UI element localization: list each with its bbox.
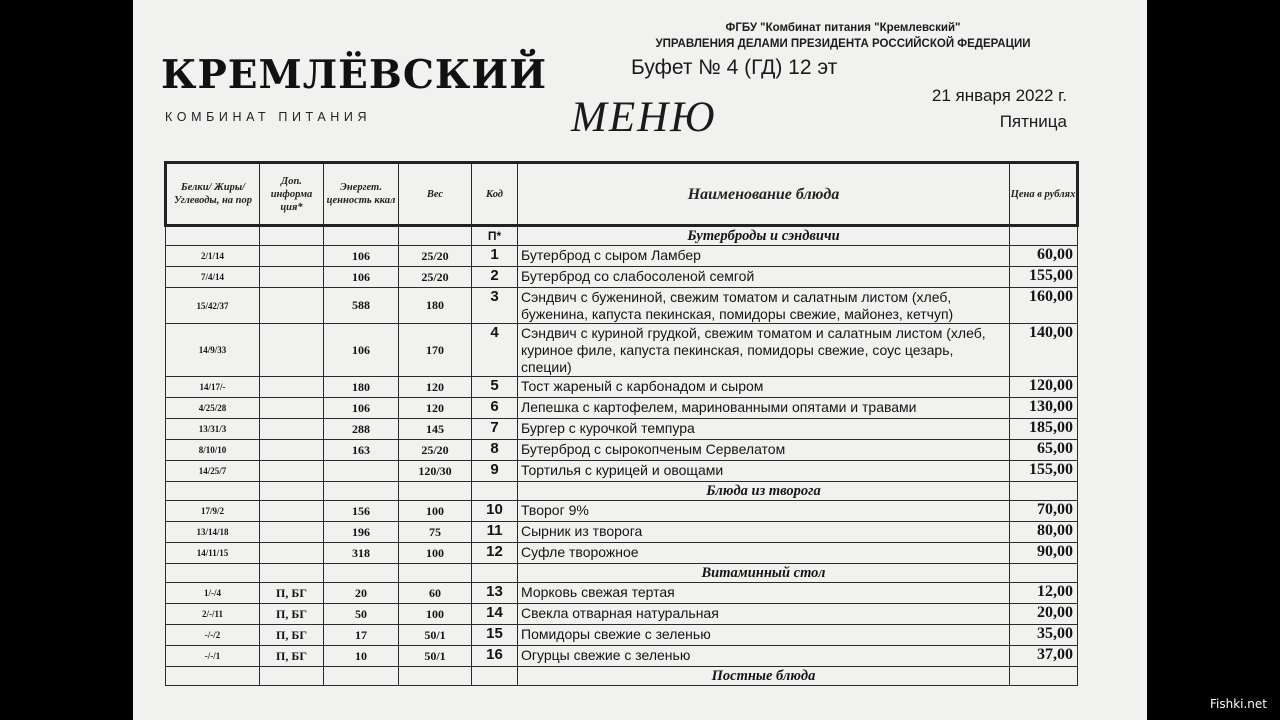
dish-code: 5 [472,377,518,398]
menu-body [166,226,1078,686]
table-row [166,324,1078,377]
extra-info [260,288,324,324]
empty-cell [324,667,399,686]
extra-info: П, БГ [260,583,324,604]
col-header-code: Код [472,163,518,226]
empty-cell [1010,482,1078,501]
dish-code: 15 [472,625,518,646]
extra-info [260,398,324,419]
dish-code: 10 [472,501,518,522]
table-row [166,398,1078,419]
empty-cell [324,564,399,583]
empty-cell [324,482,399,501]
empty-cell [260,226,324,246]
dish-name: Бутерброд со слабосоленой семгой [518,267,1010,288]
energy-value: 106 [324,267,399,288]
dish-name: Сэндвич с куриной грудкой, свежим томатом и салатным листом (хлеб, куриное филе, капуста пекинская, помидоры свежие, соус цезарь, специи) [518,324,1010,377]
energy-value: 106 [324,246,399,267]
table-row [166,377,1078,398]
col-header-bju: Белки/ Жиры/ Углеводы, на пор [166,163,260,226]
energy-value: 106 [324,324,399,377]
table-row [166,501,1078,522]
weight-value: 180 [399,288,472,324]
section-title: Бутерброды и сэндвичи [518,226,1010,246]
dish-code: 7 [472,419,518,440]
empty-cell [260,482,324,501]
empty-cell [399,564,472,583]
empty-cell [166,667,260,686]
extra-info [260,419,324,440]
extra-info [260,501,324,522]
dish-price: 60,00 [1010,246,1078,267]
empty-cell [1010,564,1078,583]
empty-cell [399,226,472,246]
extra-info [260,246,324,267]
empty-cell [166,482,260,501]
org-name: ФГБУ "Комбинат питания "Кремлевский" [725,22,961,34]
dish-name: Помидоры свежие с зеленью [518,625,1010,646]
dish-code: 3 [472,288,518,324]
table-row [166,583,1078,604]
energy-value: 180 [324,377,399,398]
energy-value: 588 [324,288,399,324]
empty-cell [399,482,472,501]
nutrition-value: -/-/2 [166,625,260,646]
dish-code: 8 [472,440,518,461]
energy-value [324,461,399,482]
table-row [166,646,1078,667]
extra-info: П, БГ [260,625,324,646]
weight-value: 100 [399,501,472,522]
dish-name: Лепешка с картофелем, маринованными опятами и травами [518,398,1010,419]
nutrition-value: 15/42/37 [166,288,260,324]
table-row [166,625,1078,646]
dish-price: 120,00 [1010,377,1078,398]
weight-value: 50/1 [399,625,472,646]
energy-value: 17 [324,625,399,646]
dish-price: 130,00 [1010,398,1078,419]
dish-price: 12,00 [1010,583,1078,604]
nutrition-value: 13/31/3 [166,419,260,440]
dish-name: Свекла отварная натуральная [518,604,1010,625]
energy-value: 163 [324,440,399,461]
dish-price: 160,00 [1010,288,1078,324]
dish-code: 2 [472,267,518,288]
empty-cell [399,667,472,686]
nutrition-value: 8/10/10 [166,440,260,461]
section-title: Постные блюда [518,667,1010,686]
menu-weekday: Пятница [999,112,1067,131]
weight-value: 120 [399,377,472,398]
table-row [166,604,1078,625]
weight-value: 25/20 [399,246,472,267]
dish-name: Тост жареный с карбонадом и сыром [518,377,1010,398]
table-row [166,419,1078,440]
empty-cell [260,564,324,583]
dish-name: Суфле творожное [518,543,1010,564]
org-department: УПРАВЛЕНИЯ ДЕЛАМИ ПРЕЗИДЕНТА РОССИЙСКОЙ ФЕДЕРАЦИИ [655,38,1031,50]
dish-name: Тортилья с курицей и овощами [518,461,1010,482]
empty-cell [166,564,260,583]
dish-name: Творог 9% [518,501,1010,522]
nutrition-value: 2/1/14 [166,246,260,267]
menu-sheet [133,0,1147,720]
table-row [166,440,1078,461]
dish-price: 155,00 [1010,267,1078,288]
dish-price: 20,00 [1010,604,1078,625]
weight-value: 60 [399,583,472,604]
weight-value: 75 [399,522,472,543]
dish-name: Сырник из творога [518,522,1010,543]
table-header-row [166,163,1078,226]
col-header-energy: Энергет. ценность ккал [324,163,399,226]
nutrition-value: 14/11/15 [166,543,260,564]
weight-value: 100 [399,543,472,564]
weight-value: 100 [399,604,472,625]
weight-value: 145 [399,419,472,440]
dish-code: 4 [472,324,518,377]
energy-value: 156 [324,501,399,522]
table-row [166,543,1078,564]
extra-info [260,267,324,288]
weight-value: 120/30 [399,461,472,482]
energy-value: 288 [324,419,399,440]
extra-info [260,461,324,482]
section-header-row [166,482,1078,501]
table-row [166,522,1078,543]
nutrition-value: 7/4/14 [166,267,260,288]
empty-cell [166,226,260,246]
energy-value: 106 [324,398,399,419]
dish-price: 70,00 [1010,501,1078,522]
section-header-row [166,667,1078,686]
dish-name: Морковь свежая тертая [518,583,1010,604]
dish-code: 9 [472,461,518,482]
energy-value: 318 [324,543,399,564]
nutrition-value: 14/17/- [166,377,260,398]
section-header-row [166,226,1078,246]
weight-value: 25/20 [399,267,472,288]
dish-name: Сэндвич с бужениной, свежим томатом и салатным листом (хлеб, буженина, капуста пекинская, помидоры свежие, майонез, кетчуп) [518,288,1010,324]
empty-cell [324,226,399,246]
dish-price: 140,00 [1010,324,1078,377]
energy-value: 10 [324,646,399,667]
menu-title: МЕНЮ [571,94,717,141]
dish-code: 11 [472,522,518,543]
watermark: Fishki.net [1209,697,1267,711]
dish-name: Бургер с курочкой темпура [518,419,1010,440]
dish-code: 16 [472,646,518,667]
extra-info [260,440,324,461]
weight-value: 120 [399,398,472,419]
extra-info [260,543,324,564]
dish-price: 90,00 [1010,543,1078,564]
table-row [166,288,1078,324]
nutrition-value: 14/9/33 [166,324,260,377]
empty-cell [1010,667,1078,686]
extra-info: П, БГ [260,604,324,625]
nutrition-value: -/-/1 [166,646,260,667]
dish-name: Огурцы свежие с зеленью [518,646,1010,667]
dish-code: 1 [472,246,518,267]
dish-price: 37,00 [1010,646,1078,667]
nutrition-value: 17/9/2 [166,501,260,522]
empty-cell [260,667,324,686]
weight-value: 170 [399,324,472,377]
section-header-row [166,564,1078,583]
energy-value: 196 [324,522,399,543]
weight-value: 50/1 [399,646,472,667]
weight-value: 25/20 [399,440,472,461]
section-title: Блюда из творога [518,482,1010,501]
menu-table [164,161,1079,686]
dish-code: 13 [472,583,518,604]
buffet-name: Буфет № 4 (ГД) 12 эт [631,56,838,79]
dish-price: 155,00 [1010,461,1078,482]
section-code [472,564,518,583]
energy-value: 20 [324,583,399,604]
section-code: П* [472,226,518,246]
table-row [166,267,1078,288]
dish-name: Бутерброд с сырокопченым Сервелатом [518,440,1010,461]
nutrition-value: 1/-/4 [166,583,260,604]
dish-code: 6 [472,398,518,419]
logo-subtitle: КОМБИНАТ ПИТАНИЯ [165,110,372,124]
empty-cell [1010,226,1078,246]
dish-price: 185,00 [1010,419,1078,440]
nutrition-value: 4/25/28 [166,398,260,419]
dish-price: 80,00 [1010,522,1078,543]
extra-info: П, БГ [260,646,324,667]
energy-value: 50 [324,604,399,625]
nutrition-value: 14/25/7 [166,461,260,482]
col-header-price: Цена в рублях [1010,163,1078,226]
organization-header [633,20,1053,52]
extra-info [260,377,324,398]
table-row [166,461,1078,482]
col-header-dish-name: Наименование блюда [518,163,1010,226]
section-title: Витаминный стол [518,564,1010,583]
nutrition-value: 13/14/18 [166,522,260,543]
table-row [166,246,1078,267]
dish-code: 12 [472,543,518,564]
dish-price: 35,00 [1010,625,1078,646]
col-header-extra-info: Доп. информа ция* [260,163,324,226]
nutrition-value: 2/-/11 [166,604,260,625]
section-code [472,482,518,501]
dish-name: Бутерброд с сыром Ламбер [518,246,1010,267]
kremlevsky-logo: КРЕМЛЁВСКИЙ [161,52,548,98]
menu-date: 21 января 2022 г. [931,86,1067,105]
section-code [472,667,518,686]
extra-info [260,324,324,377]
extra-info [260,522,324,543]
dish-code: 14 [472,604,518,625]
col-header-weight: Вес [399,163,472,226]
dish-price: 65,00 [1010,440,1078,461]
